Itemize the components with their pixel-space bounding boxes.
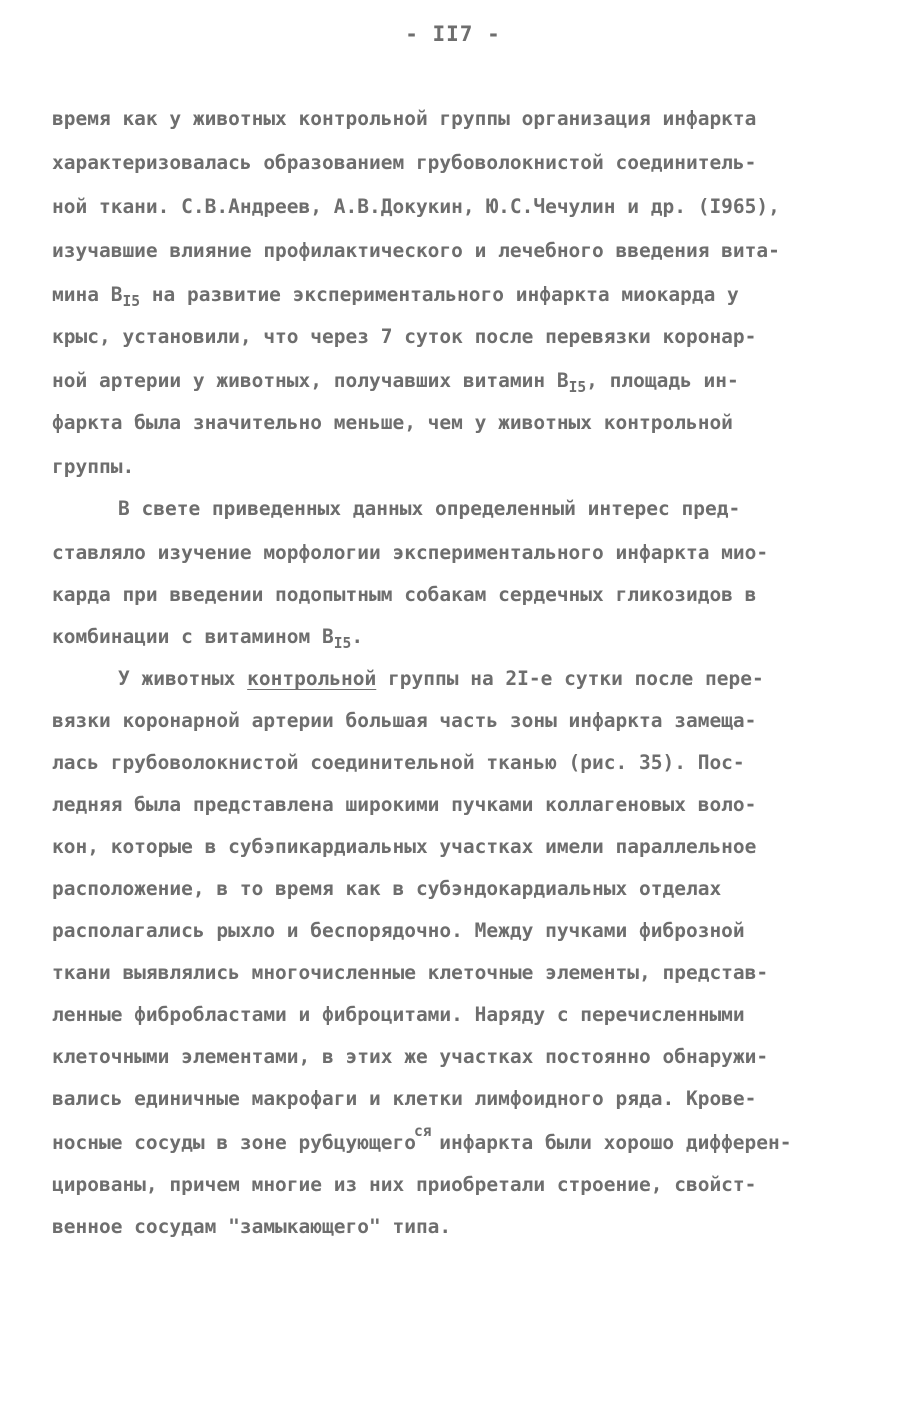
text-fragment: У животных <box>118 667 248 690</box>
text-line: группы. <box>52 455 135 478</box>
text-line: В свете приведенных данных определенный интерес пред- <box>118 497 741 520</box>
text-line <box>118 664 764 694</box>
page-number: - II7 - <box>405 22 501 46</box>
text-line: венное сосудам "замыкающего" типа. <box>52 1215 452 1238</box>
text-line <box>52 622 363 652</box>
text-line: цированы, причем многие из них приобретали строение, свойст- <box>52 1173 757 1196</box>
text-fragment: группы на 2I-е сутки после пере- <box>376 667 764 690</box>
text-line: лась грубоволокнистой соединительной тканью (рис. 35). Пос- <box>52 751 745 774</box>
text-line <box>52 366 739 396</box>
text-line: ной ткани. С.В.Андреев, А.В.Докукин, Ю.С.Чечулин и др. (I965), <box>52 195 780 218</box>
text-line: вязки коронарной артерии большая часть зоны инфаркта замеща- <box>52 709 757 732</box>
text-line: крыс, установили, что через 7 суток после перевязки коронар- <box>52 325 757 348</box>
text-line: кон, которые в субэпикардиальных участках имели параллельное <box>52 835 757 858</box>
text-line: изучавшие влияние профилактического и лечебного введения вита- <box>52 239 780 262</box>
underlined-word: контрольной <box>247 667 377 690</box>
text-line: ставляло изучение морфологии экспериментального инфаркта мио- <box>52 541 769 564</box>
text-fragment: , площадь ин- <box>586 369 739 392</box>
text-line: карда при введении подопытным собакам сердечных гликозидов в <box>52 583 757 606</box>
handwritten-correction: ся <box>413 1122 432 1140</box>
subscript: I5 <box>568 379 587 397</box>
text-line <box>52 1122 792 1158</box>
text-fragment: . <box>351 625 364 648</box>
text-fragment: носные сосуды в зоне рубцующего <box>52 1131 416 1154</box>
text-line: ледняя была представлена широкими пучками коллагеновых воло- <box>52 793 757 816</box>
text-line: фаркта была значительно меньше, чем у животных контрольной <box>52 411 733 434</box>
text-line: время как у животных контрольной группы организация инфаркта <box>52 107 757 130</box>
text-fragment: ной артерии у животных, получавших витамин B <box>52 369 569 392</box>
subscript: I5 <box>333 635 352 653</box>
text-line: ленные фибробластами и фиброцитами. Наряду с перечисленными <box>52 1003 745 1026</box>
text-line: вались единичные макрофаги и клетки лимфоидного ряда. Крове- <box>52 1087 757 1110</box>
text-line: ткани выявлялись многочисленные клеточные элементы, представ- <box>52 961 769 984</box>
text-line <box>52 280 739 310</box>
text-line: расположение, в то время как в субэндокардиальных отделах <box>52 877 722 900</box>
text-line: располагались рыхло и беспорядочно. Между пучками фиброзной <box>52 919 745 942</box>
text-line: характеризовалась образованием грубоволокнистой соединитель- <box>52 151 757 174</box>
text-fragment: комбинации с витамином B <box>52 625 334 648</box>
text-fragment: мина B <box>52 283 123 306</box>
text-fragment: на развитие экспериментального инфаркта миокарда у <box>140 283 739 306</box>
text-fragment: инфаркта были хорошо дифферен- <box>427 1131 792 1154</box>
text-line: клеточными элементами, в этих же участках постоянно обнаружи- <box>52 1045 769 1068</box>
subscript: I5 <box>122 293 141 311</box>
